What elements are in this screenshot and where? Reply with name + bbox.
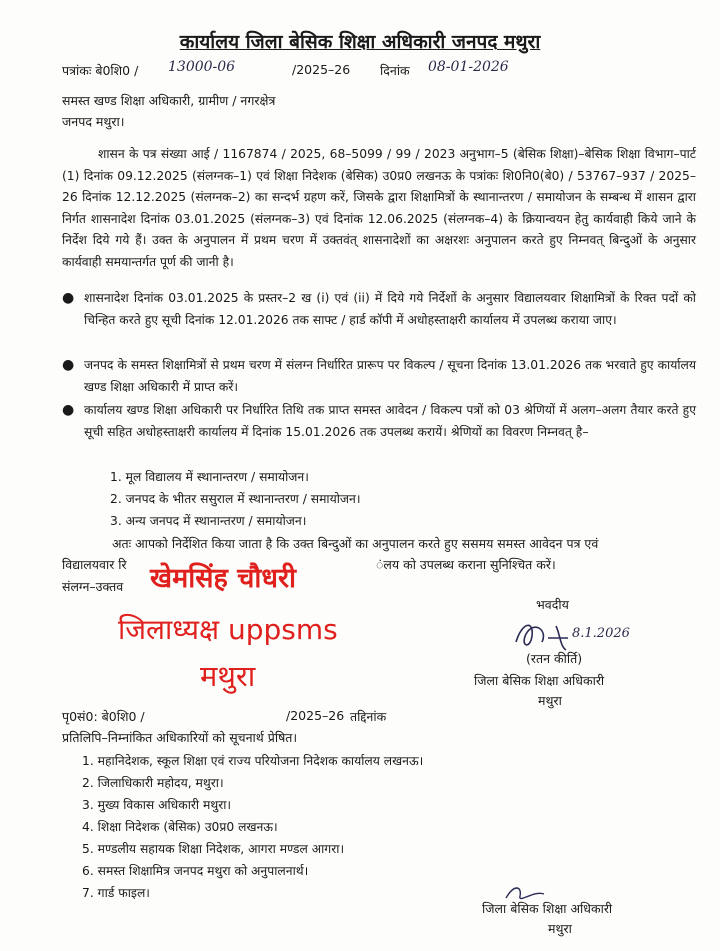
copy-sign-designation: जिला बेसिक शिक्षा अधिकारी	[482, 901, 613, 916]
category-item-2: 2. जनपद के भीतर ससुराल में स्थानान्तरण / समायोजन।	[110, 492, 361, 506]
sign-handwritten-date: 8.1.2026	[572, 626, 630, 641]
bullet-dot-1: ●	[62, 290, 75, 306]
letter-date-handwritten: 08-01-2026	[428, 59, 509, 75]
sign-city: मथुरा	[538, 693, 562, 708]
bullet-dot-3: ●	[62, 402, 75, 418]
closing-line2b: ंलय को उपलब्ध कराना सुनिश्चित करें।	[376, 557, 556, 572]
copy-item-6: 6. समस्त शिक्षामित्र जनपद मथुरा को अनुपालनार्थ।	[82, 864, 309, 878]
copy-item-2: 2. जिलाधिकारी महोदय, मथुरा।	[82, 776, 224, 790]
overlay-city: मथुरा	[200, 659, 256, 693]
overlay-designation: जिलाध्यक्ष uppsms	[118, 613, 338, 646]
copy-item-7: 7. गार्ड फाइल।	[82, 886, 150, 900]
copy-item-3: 3. मुख्य विकास अधिकारी मथुरा।	[82, 798, 232, 812]
intro-paragraph: शासन के पत्र संख्या आई / 1167874 / 2025, 68–5099 / 99 / 2023 अनुभाग–5 (बेसिक शिक्षा)–बेसिक शिक्षा विभाग–पार्ट (1) दिनांक 09.12.2025 (संलग्नक–1) एवं शिक्षा निदेशक (बेसिक) उ0प्र0 लखनऊ के पत्रांकः शि0नि0(बे0) / 53767–937 / 2025–26 दिनांक 12.12.2025 (संलग्नक–2) का सन्दर्भ ग्रहण करें, जिसके द्वारा शिक्षामित्रों के स्थानान्तरण / समायोजन के सम्बन्ध में शासन द्वारा निर्गत शासनादेश दिनांक 03.01.2025 (संलग्नक–3) एवं दिनांक 12.06.2025 (संलग्नक–4) के क्रियान्वयन हेतु कार्यवाही किये जाने के निर्देश दिये गये हैं। उक्त के अनुपालन में प्रथम चरण में उक्तवंत् शासनादेशों का अक्षरशः अनुपालन करते हुए निम्नवत् बिन्दुओं के अनुसार कार्यवाही समयान्तर्गत पूर्ण की जानी है।	[62, 147, 696, 269]
copy-item-4: 4. शिक्षा निदेशक (बेसिक) उ0प्र0 लखनऊ।	[82, 820, 278, 834]
category-item-3: 3. अन्य जनपद में स्थानान्तरण / समायोजन।	[110, 514, 307, 528]
sign-designation: जिला बेसिक शिक्षा अधिकारी	[474, 673, 605, 688]
addressee-line1: समस्त खण्ड शिक्षा अधिकारी, ग्रामीण / नगरक्षेत्र	[62, 93, 276, 108]
letter-date-label: दिनांक	[380, 63, 410, 78]
office-title: कार्यालय जिला बेसिक शिक्षा अधिकारी जनपद मथुरा	[179, 31, 541, 53]
copy-ref-year: /2025–26	[286, 708, 345, 723]
bullet-item-3: कार्यालय खण्ड शिक्षा अधिकारी पर निर्धारित तिथि तक प्राप्त समस्त आवेदन / विकल्प पत्रों को 03 श्रेणियों में अलग–अलग तैयार करते हुए सूची सहित अधोहस्ताक्षरी कार्यालय में दिनांक 15.01.2026 तक उपलब्ध करायें। श्रेणियों का विवरण निम्नवत् है–	[84, 403, 696, 439]
copy-item-5: 5. मण्डलीय सहायक शिक्षा निदेशक, आगरा मण्डल आगरा।	[82, 842, 345, 856]
bullet-item-2: जनपद के समस्त शिक्षामित्रों से प्रथम चरण में संलग्न निर्धारित प्रारूप पर विकल्प / सूचना दिनांक 13.01.2026 तक भरवाते हुए कार्यालय खण्ड शिक्षा अधिकारी में प्राप्त करें।	[84, 358, 696, 394]
overlay-name: खेमसिंह चौधरी	[150, 563, 296, 594]
category-item-1: 1. मूल विद्यालय में स्थानान्तरण / समायोजन।	[110, 470, 309, 484]
bullet-item-1: शासनादेश दिनांक 03.01.2025 के प्रस्तर–2 ख (i) एवं (ii) में दिये गये निर्देशों के अनुसार विद्यालयवार शिक्षामित्रों के रिक्त पदों को चिन्हित करते हुए सूची दिनांक 12.01.2026 तक साफ्ट / हार्ड कॉपी में अधोहस्ताक्षरी कार्यालय में उपलब्ध कराया जाए।	[84, 291, 696, 327]
sign-closing: भवदीय	[536, 597, 569, 612]
copy-item-1: 1. महानिदेशक, स्कूल शिक्षा एवं राज्य परियोजना निदेशक कार्यालय लखनऊ।	[82, 754, 424, 768]
closing-line2a: विद्यालयवार रि	[62, 557, 127, 572]
addressee-line2: जनपद मथुरा।	[62, 114, 125, 129]
copy-date-label: तद्दिनांक	[350, 709, 387, 724]
letter-ref-prefix: पत्रांकः बे0शि0 /	[62, 63, 139, 78]
letter-ref-year: /2025–26	[292, 62, 351, 77]
copy-heading: प्रतिलिपि–निम्नांकित अधिकारियों को सूचनार्थ प्रेषित।	[62, 730, 298, 745]
closing-line1: अतः आपको निर्देशित किया जाता है कि उक्त बिन्दुओं का अनुपालन करते हुए ससमय समस्त आवेदन पत्र एवं	[112, 536, 599, 551]
bullet-dot-2: ●	[62, 357, 75, 373]
copy-ref-prefix: पृ0सं0: बे0शि0 /	[62, 709, 145, 724]
copy-sign-city: मथुरा	[548, 921, 572, 936]
enclosure-note: संलग्न–उक्तव	[62, 579, 124, 594]
letter-ref-handwritten: 13000-06	[168, 59, 236, 75]
sign-name: (रतन कीर्ति)	[526, 651, 583, 666]
